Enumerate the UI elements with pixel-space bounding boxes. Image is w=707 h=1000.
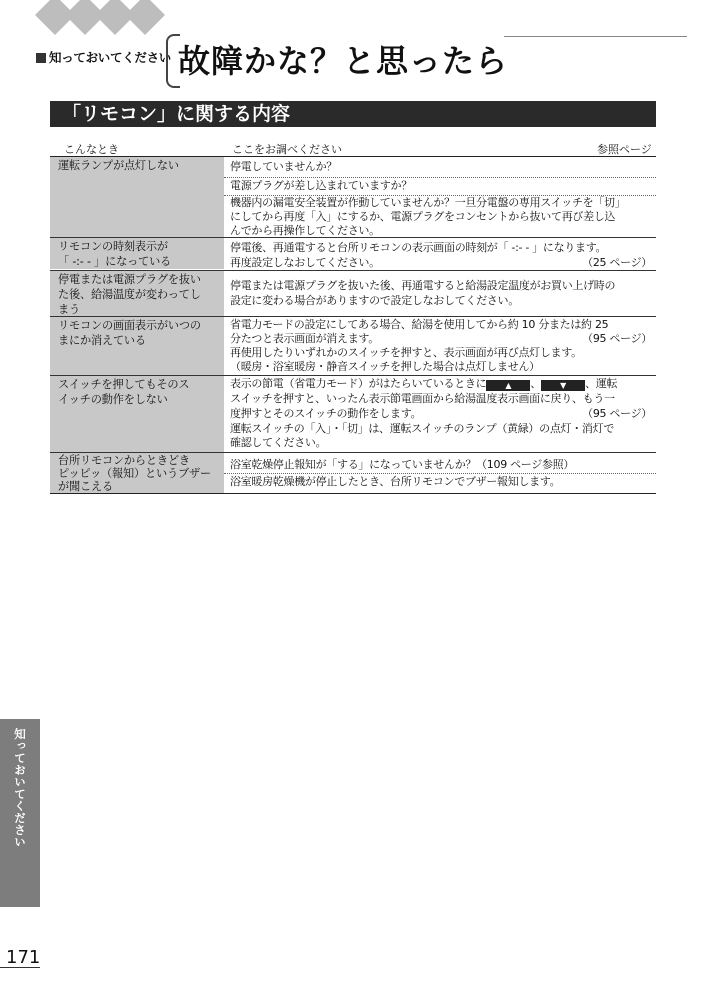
- check-text: 停電後、再通電すると台所リモコンの表示画面の時刻が「 -:- - 」になります。: [230, 241, 607, 254]
- page-number-rule: [0, 967, 40, 968]
- column-header-check: ここをお調べください: [232, 143, 342, 156]
- page-title: 故障かな？と思ったら: [178, 42, 509, 80]
- header-diamond-decoration: [30, 0, 170, 45]
- down-button-icon: ▼: [541, 380, 585, 391]
- condition-cell: 台所リモコンからときどき ピッピッ（報知）というブザー が聞こえる: [50, 453, 224, 493]
- condition-cell: リモコンの時刻表示が 「 -:- - 」になっている: [50, 238, 224, 269]
- check-text: にしてから再度「入」にするか、電源プラグをコンセントから抜いて再び差し込: [230, 210, 616, 223]
- check-text: 再使用したりいずれかのスイッチを押すと、表示画面が再び点灯します。: [230, 346, 582, 359]
- check-text: 停電していませんか？: [230, 160, 337, 173]
- check-text: 設定に変わる場合がありますので設定しなおしてください。: [230, 294, 519, 307]
- column-header-reference: 参照ページ: [597, 143, 652, 156]
- check-text: 運転スイッチの「入」・「切」は、運転スイッチのランプ（黄緑）の点灯・消灯で: [230, 422, 615, 435]
- check-text: 停電または電源プラグを抜いた後、再通電すると給湯設定温度がお買い上げ時の: [230, 279, 616, 292]
- page-number: 171: [6, 947, 41, 968]
- condition-cell: 運転ランプが点灯しない: [50, 157, 224, 237]
- check-text: 機器内の漏電安全装置が作動していませんか？一旦分電盤の専用スイッチを「切」: [230, 196, 626, 209]
- check-text: スイッチを押すと、いったん表示節電画面から給湯温度表示画面に戻り、もう一: [230, 392, 615, 405]
- check-text: んでから再操作してください。: [230, 224, 380, 237]
- header-rule: [504, 36, 687, 37]
- condition-cell: 停電または電源プラグを抜い た後、給湯温度が変わってし まう: [50, 271, 224, 316]
- page-reference: （25 ページ）: [582, 256, 652, 269]
- check-text: 再度設定しなおしてください。 （25 ページ）: [230, 256, 652, 269]
- page-reference: （95 ページ）: [582, 332, 652, 345]
- up-button-icon: ▲: [486, 380, 530, 391]
- check-text: 度押すとそのスイッチの動作をします。 （95 ページ）: [230, 407, 652, 420]
- check-text: 電源プラグが差し込まれていますか？: [230, 179, 412, 192]
- check-text: 確認してください。: [230, 436, 327, 449]
- column-header-condition: こんなとき: [64, 143, 119, 156]
- square-bullet-icon: [36, 53, 46, 63]
- check-text: 省電力モードの設定にしてある場合、給湯を使用してから約 10 分または約 25: [230, 318, 609, 331]
- category-label: 知っておいてください: [36, 48, 171, 66]
- row-divider: [224, 177, 656, 178]
- condition-cell: スイッチを押してもそのス イッチの動作をしない: [50, 376, 224, 452]
- check-text: 分たつと表示画面が消えます。 （95 ページ）: [230, 332, 652, 345]
- check-text: 浴室乾燥停止報知が「する」になっていませんか？（109 ページ参照）: [230, 458, 575, 471]
- condition-cell: リモコンの画面表示がいつの まにか消えている: [50, 317, 224, 375]
- page-reference: （95 ページ）: [582, 407, 652, 420]
- row-divider: [224, 473, 656, 474]
- table-bottom-rule: [50, 493, 656, 494]
- check-text: 浴室暖房乾燥機が停止したとき、台所リモコンでブザー報知します。: [230, 475, 561, 488]
- section-title: 「リモコン」に関する内容: [62, 103, 291, 125]
- side-tab-label: 知っておいてください: [13, 728, 27, 848]
- check-text: （暖房・浴室暖房・静音スイッチを押した場合は点灯しません）: [230, 360, 540, 373]
- check-text: 表示の節電（省電力モード）がはたらいているときに ▲ 、 ▼ 、運転: [230, 377, 618, 390]
